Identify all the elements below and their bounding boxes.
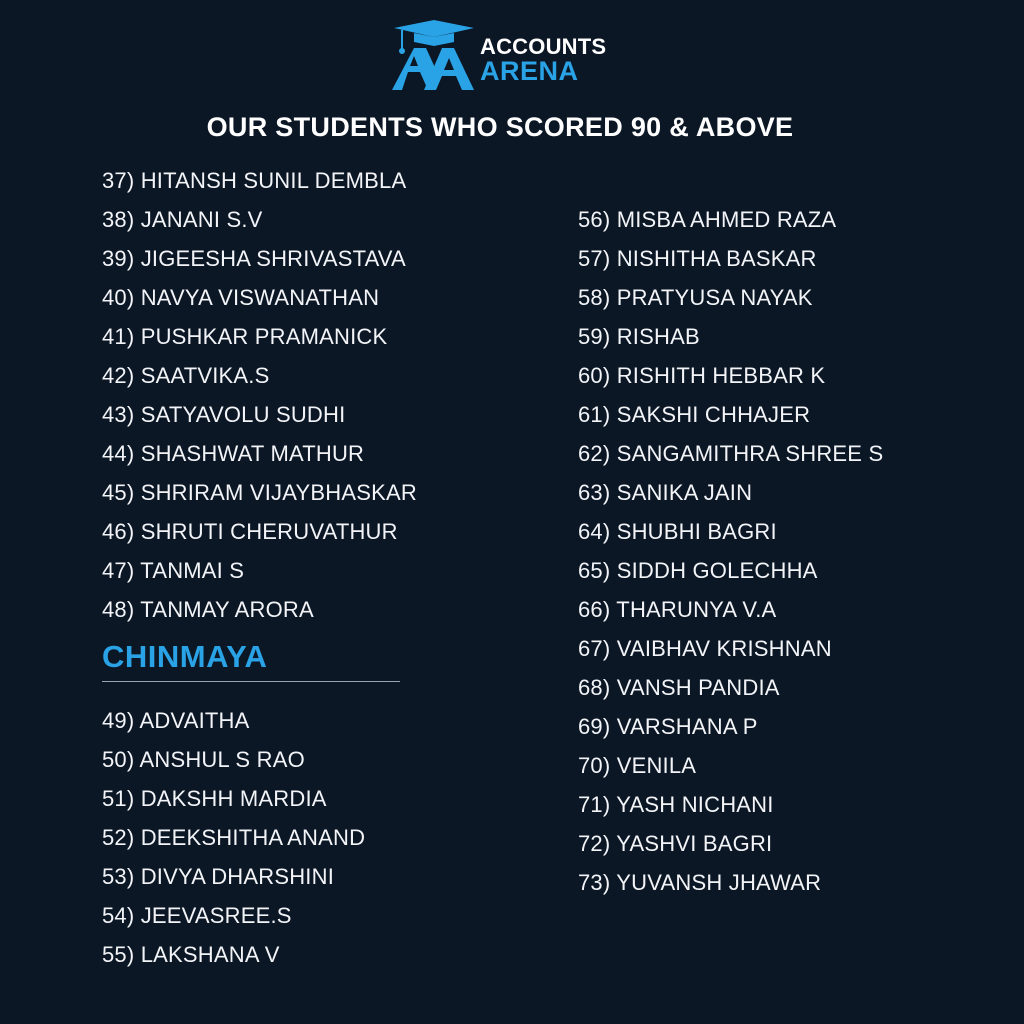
student-name-item: 69) VARSHANA P xyxy=(578,714,758,739)
student-name-item: 63) SANIKA JAIN xyxy=(578,480,753,505)
student-name-item: 49) ADVAITHA xyxy=(102,708,250,733)
student-name-item: 60) RISHITH HEBBAR K xyxy=(578,363,826,388)
graduation-cap-logo-icon xyxy=(390,20,480,94)
page-heading: OUR STUDENTS WHO SCORED 90 & ABOVE xyxy=(206,112,794,142)
section-divider xyxy=(102,681,400,682)
student-name-item: 56) MISBA AHMED RAZA xyxy=(578,207,837,232)
student-name-item: 68) VANSH PANDIA xyxy=(578,675,780,700)
student-name-item: 51) DAKSHH MARDIA xyxy=(102,786,327,811)
student-name-item: 72) YASHVI BAGRI xyxy=(578,831,773,856)
student-name-item: 58) PRATYUSA NAYAK xyxy=(578,285,813,310)
student-name-item: 54) JEEVASREE.S xyxy=(102,903,292,928)
logo-word-accounts: ACCOUNTS xyxy=(480,34,607,59)
student-name-item: 40) NAVYA VISWANATHAN xyxy=(102,285,380,310)
student-name-item: 65) SIDDH GOLECHHA xyxy=(578,558,818,583)
student-name-item: 44) SHASHWAT MATHUR xyxy=(102,441,365,466)
student-name-item: 47) TANMAI S xyxy=(102,558,245,583)
student-name-item: 38) JANANI S.V xyxy=(102,207,263,232)
student-name-item: 45) SHRIRAM VIJAYBHASKAR xyxy=(102,480,417,505)
student-name-item: 46) SHRUTI CHERUVATHUR xyxy=(102,519,398,544)
student-name-item: 43) SATYAVOLU SUDHI xyxy=(102,402,346,427)
student-name-item: 66) THARUNYA V.A xyxy=(578,597,777,622)
student-name-item: 59) RISHAB xyxy=(578,324,700,349)
student-name-item: 42) SAATVIKA.S xyxy=(102,363,270,388)
logo-word-arena: ARENA xyxy=(480,56,579,86)
student-name-item: 61) SAKSHI CHHAJER xyxy=(578,402,811,427)
student-name-item: 57) NISHITHA BASKAR xyxy=(578,246,817,271)
brand-logo xyxy=(390,20,630,94)
student-name-item: 73) YUVANSH JHAWAR xyxy=(578,870,822,895)
student-name-item: 67) VAIBHAV KRISHNAN xyxy=(578,636,832,661)
student-name-item: 55) LAKSHANA V xyxy=(102,942,280,967)
student-name-item: 48) TANMAY ARORA xyxy=(102,597,314,622)
student-name-item: 37) HITANSH SUNIL DEMBLA xyxy=(102,168,407,193)
student-name-item: 62) SANGAMITHRA SHREE S xyxy=(578,441,884,466)
student-name-item: 41) PUSHKAR PRAMANICK xyxy=(102,324,388,349)
student-name-item: 52) DEEKSHITHA ANAND xyxy=(102,825,366,850)
student-name-item: 50) ANSHUL S RAO xyxy=(102,747,305,772)
student-name-item: 53) DIVYA DHARSHINI xyxy=(102,864,335,889)
student-name-item: 71) YASH NICHANI xyxy=(578,792,774,817)
student-name-item: 64) SHUBHI BAGRI xyxy=(578,519,777,544)
student-name-item: 70) VENILA xyxy=(578,753,697,778)
section-title-chinmaya: CHINMAYA xyxy=(102,639,268,674)
student-name-item: 39) JIGEESHA SHRIVASTAVA xyxy=(102,246,406,271)
